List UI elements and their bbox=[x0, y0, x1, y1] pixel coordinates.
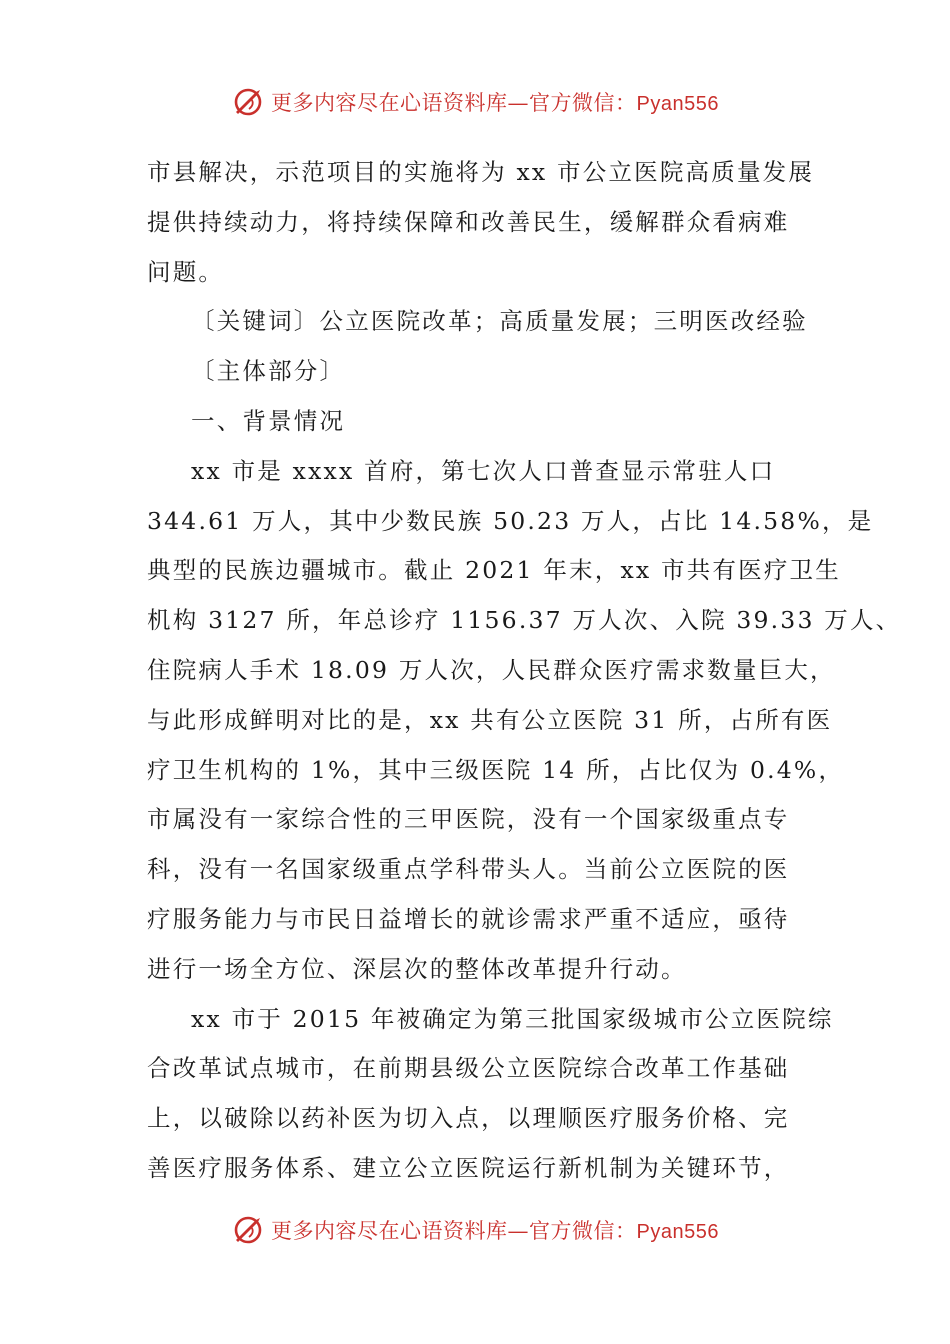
text-line: 科，没有一名国家级重点学科带头人。当前公立医院的医 bbox=[147, 855, 790, 884]
text-line: 进行一场全方位、深层次的整体改革提升行动。 bbox=[147, 954, 687, 983]
pen-in-circle-logo-icon bbox=[231, 1213, 265, 1247]
section-label: 〔主体部分〕 bbox=[191, 357, 346, 386]
keywords-line: 〔关键词〕公立医院改革；高质量发展；三明医改经验 bbox=[191, 307, 808, 336]
watermark-text: 更多内容尽在心语资料库—官方微信：Pyan556 bbox=[271, 1219, 719, 1243]
text-line: 提供持续动力，将持续保障和改善民生，缓解群众看病难 bbox=[147, 207, 790, 236]
watermark-handle: Pyan556 bbox=[636, 93, 719, 115]
text-line: 问题。 bbox=[147, 257, 225, 286]
watermark-banner-bottom bbox=[0, 1208, 950, 1252]
text-line: 344.61 万人，其中少数民族 50.23 万人，占比 14.58%，是 bbox=[147, 506, 874, 535]
watermark-text: 更多内容尽在心语资料库—官方微信：Pyan556 bbox=[271, 91, 719, 115]
watermark-handle: Pyan556 bbox=[636, 1221, 719, 1243]
pen-in-circle-logo-icon bbox=[231, 85, 265, 119]
text-line: 典型的民族边疆城市。截止 2021 年末，xx 市共有医疗卫生 bbox=[147, 556, 841, 585]
text-line: 与此形成鲜明对比的是，xx 共有公立医院 31 所，占所有医 bbox=[147, 705, 833, 734]
watermark-banner-top bbox=[0, 80, 950, 124]
document-body bbox=[147, 148, 902, 1194]
text-line: 机构 3127 所，年总诊疗 1156.37 万人次、入院 39.33 万人、 bbox=[147, 606, 902, 635]
text-line: 上，以破除以药补医为切入点，以理顺医疗服务价格、完 bbox=[147, 1104, 790, 1133]
text-line: 市县解决，示范项目的实施将为 xx 市公立医院高质量发展 bbox=[147, 158, 815, 186]
text-line: 善医疗服务体系、建立公立医院运行新机制为关键环节， bbox=[147, 1153, 790, 1182]
text-line: 市属没有一家综合性的三甲医院，没有一个国家级重点专 bbox=[147, 805, 790, 834]
text-line: 合改革试点城市，在前期县级公立医院综合改革工作基础 bbox=[147, 1054, 790, 1083]
text-line: 疗卫生机构的 1%，其中三级医院 14 所，占比仅为 0.4%， bbox=[147, 755, 845, 784]
text-line: 疗服务能力与市民日益增长的就诊需求严重不适应，亟待 bbox=[147, 904, 790, 933]
text-line: 住院病人手术 18.09 万人次，人民群众医疗需求数量巨大， bbox=[147, 655, 836, 684]
text-line: xx 市是 xxxx 首府，第七次人口普查显示常驻人口 bbox=[191, 456, 776, 485]
text-line: xx 市于 2015 年被确定为第三批国家级城市公立医院综 bbox=[191, 1004, 834, 1033]
section-heading: 一、背景情况 bbox=[191, 406, 346, 435]
